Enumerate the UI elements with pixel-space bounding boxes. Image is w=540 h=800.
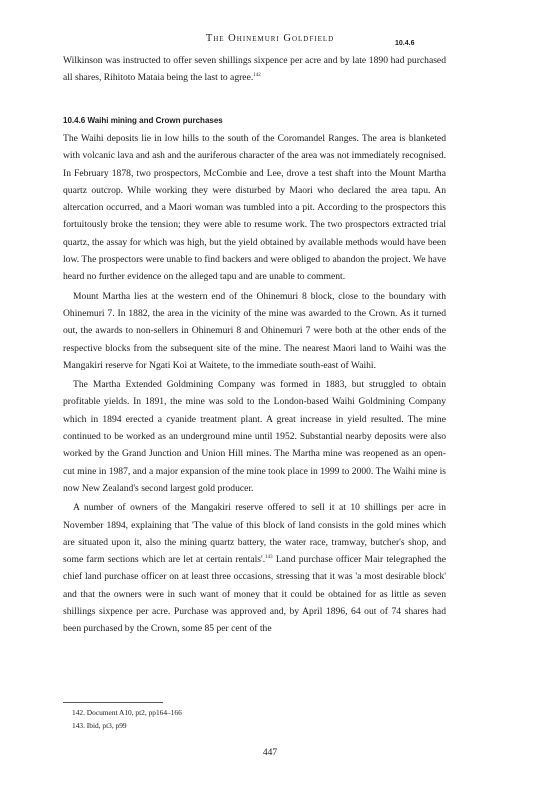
footnotes bbox=[72, 707, 182, 732]
footnote-143: 143. Ibid, pt3, p99 bbox=[72, 720, 127, 730]
section-reference: 10.4.6 bbox=[395, 40, 415, 47]
footnote-ref-143[interactable]: 143 bbox=[265, 554, 273, 560]
footnote-divider bbox=[63, 702, 163, 703]
paragraph-3: The Martha Extended Goldmining Company was formed in 1883, but struggled to obtain profitable yields. In 1891, the mine was sold to the London-based Waihi Goldmining Company which in 1894 erected a cyanide treatment plant. A great increase in yield resulted. The mine continued to be worked as an underground mine until 1952. Substantial nearby deposits were also worked by the Grand Junction and Union Hill mines. The Martha mine was reopened as an open-cut mine in 1987, and a major expansion of the mine took place in 1999 to 2000. The Waihi mine is now New Zealand's second largest gold producer. bbox=[63, 379, 446, 494]
paragraph-1: The Waihi deposits lie in low hills to the south of the Coromandel Ranges. The area is blanketed with volcanic lava and ash and the auriferous character of the area was not immediately recognised. In February 1878, two prospectors, McCombie and Lee, drove a test shaft into the Mount Martha quartz outcrop. While working they were disturbed by Maori who declared the area tapu. An altercation occurred, and a Maori woman was tumbled into a pit. According to the prospectors this fortuitously broke the tension; they were able to resume work. The two prospectors extracted trial quartz, the assay for which was high, but the yield obtained by available methods would have been low. The prospectors were unable to find backers and were obliged to abandon the project. We have heard no further evidence on the alleged tapu and are unable to comment. bbox=[63, 133, 446, 283]
paragraph-4 bbox=[63, 499, 446, 637]
page-number: 447 bbox=[262, 748, 278, 758]
section-body bbox=[63, 130, 446, 640]
opening-paragraph bbox=[63, 52, 446, 87]
running-title: The Ohinemuri Goldfield bbox=[205, 33, 335, 44]
paragraph-4-part-a: A number of owners of the Mangakiri reserve offered to sell it at 10 shillings per acre in November 1894, explaining that 'The value of this block of land consists in the gold mines which are situated upon it, also the mining quartz battery, the water race, tramway, butcher's shop, and some farm sections which are let at certain rentals'. bbox=[63, 502, 446, 566]
opening-text: Wilkinson was instructed to offer seven shillings sixpence per acre and by late 1890 had purchased all shares, Rihitoto Mataia being the last to agree. bbox=[63, 55, 446, 84]
footnote-142: 142. Document A10, pt2, pp164–166 bbox=[72, 708, 182, 717]
opening-paragraph-block bbox=[63, 52, 446, 87]
footnote-ref-142[interactable]: 142 bbox=[253, 73, 261, 79]
paragraph-2: Mount Martha lies at the western end of the Ohinemuri 8 block, close to the boundary with Ohinemuri 7. In 1882, the area in the vicinity of the mine was awarded to the Crown. As it turned out, the awards to non-sellers in Ohinemuri 8 and Ohinemuri 7 were both at the other ends of the respective blocks from the subsequent site of the mine. The nearest Maori land to Waihi was the Mangakiri reserve for Ngati Koi at Waitete, to the immediate south-east of Waihi. bbox=[63, 290, 446, 371]
paragraph-4-part-b: Land purchase officer Mair telegraphed the chief land purchase officer on at least three occasions, stressing that it was 'a most desirable block' and that the owners were in such want of money that it could be obtained for as little as seven shillings sixpence per acre. Purchase was approved and, by April 1896, 64 out of 74 shares had been purchased by the Crown, some 85 per cent of the bbox=[63, 554, 446, 635]
section-heading: 10.4.6 Waihi mining and Crown purchases bbox=[63, 116, 223, 125]
